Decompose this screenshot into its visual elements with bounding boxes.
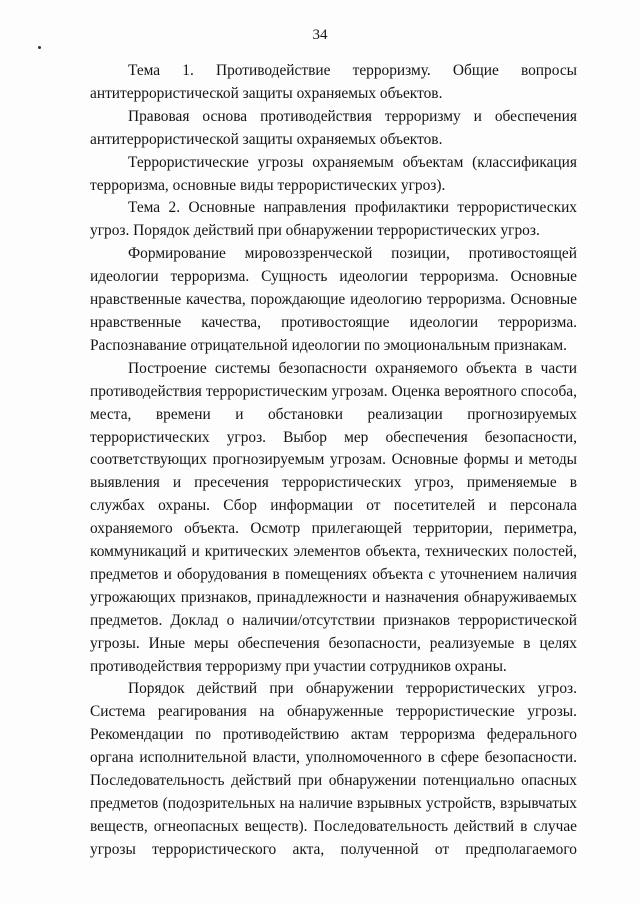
page-number: 34 <box>312 27 328 43</box>
paragraph-topic-1-title: Тема 1. Противодействие терроризму. Общие вопросы антитеррористической защиты охраняемых объектов. <box>90 62 577 102</box>
paragraph-topic-2-title: Тема 2. Основные направления профилактики террористических угроз. Порядок действий при обнаружении террористических угроз. <box>90 199 577 240</box>
paragraph-response-procedure: Порядок действий при обнаружении террористических угроз. Система реагирования на обнаруженные террористические угрозы. Рекомендации по противодействию актам терроризма федерального органа исполнительной власти, уполномоченного в сфере безопасности. Последовательность действий при обнаружении потенциально опасных предметов (подозрительных на наличие взрывных устройств, взрывчатых веществ, огнеопасных веществ). Последовательность действий в случае угрозы террористического акта, полученной от предполагаемого <box>90 680 577 858</box>
paragraph-security-system: Построение системы безопасности охраняемого объекта в части противодействия террористическим угрозам. Оценка вероятного способа, места, времени и обстановки реализации прогнозируемых террористических угроз. Выбор мер обеспечения безопасности, соответствующих прогнозируемым угрозам. Основные формы и методы выявления и пресечения террористических угроз, применяемые в службах охраны. Сбор информации от посетителей и персонала охраняемого объекта. Осмотр прилегающей территории, периметра, коммуникаций и критических элементов объекта, технических полостей, предметов и оборудования в помещениях объекта с уточнением наличия угрожающих признаков, принадлежности и назначения обнаруживаемых предметов. Доклад о наличии/отсутствии признаков террористической угрозы. Иные меры обеспечения безопасности, реализуемые в целях противодействия терроризму при участии сотрудников охраны. <box>90 359 577 675</box>
paragraph-legal-basis: Правовая основа противодействия терроризму и обеспечения антитеррористической защиты охраняемых объектов. <box>90 107 577 148</box>
scan-speck <box>38 46 41 49</box>
document-body <box>90 60 577 862</box>
paragraph-ideology: Формирование мировоззренческой позиции, противостоящей идеологии терроризма. Сущность идеологии терроризма. Основные нравственные качества, порождающие идеологию терроризма. Основные нравственные качества, противостоящие идеологии терроризма. Распознавание отрицательной идеологии по эмоциональным признакам. <box>90 245 577 354</box>
paragraph-terrorist-threats: Террористические угрозы охраняемым объектам (классификация терроризма, основные виды террористических угроз). <box>90 153 577 194</box>
